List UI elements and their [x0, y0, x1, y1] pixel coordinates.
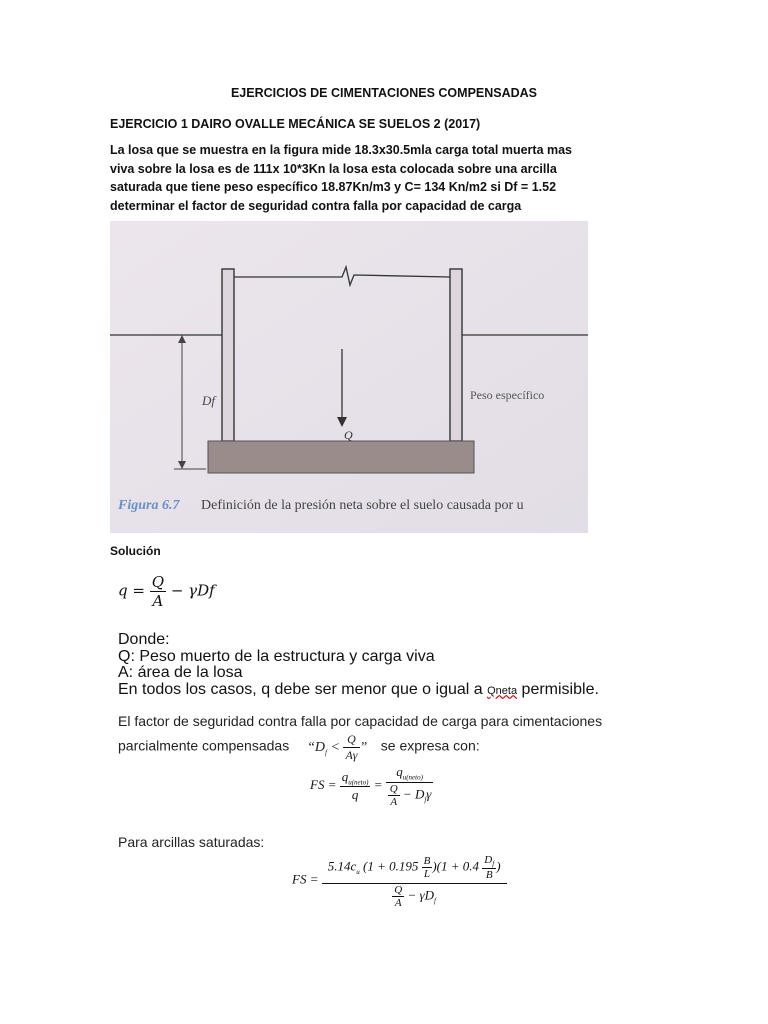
eq1-fraction [150, 573, 166, 610]
definition-condition: En todos los casos, q debe ser menor que o igual a Qneta permisible. [118, 680, 599, 698]
eq1-numerator: Q [151, 573, 165, 591]
condition-formula: “$D_f$ < $\frac{Q}{A\gamma}$ ” [307, 732, 371, 762]
problem-statement: La losa que se muestra en la figura mide 18.3x30.5mla carga total muerta mas viva sobre la losa es de 111x 10*3Kn la losa esta colocada sobre una arcilla saturada que tiene peso específico 18.87Kn/m3 y C= 134 Kn/m2 si Df = 1.52 determinar el factor de seguridad contra falla por capacidad de carga [110, 143, 573, 213]
equation-q [118, 573, 215, 610]
exercise-heading: EJERCICIO 1 DAIRO OVALLE MECÁNICA SE SUELOS 2 (2017) [110, 117, 481, 131]
definitions-block [118, 632, 599, 699]
eq1-rest: − γDf [170, 581, 215, 600]
figure-number: Figura 6.7 [118, 498, 180, 513]
definition-q: Q: Peso muerto de la estructura y carga viva [118, 647, 435, 665]
clay-heading: Para arcillas saturadas: [118, 834, 265, 850]
definition-a: A: área de la losa [118, 664, 243, 681]
peso-especifico-label: Peso específico [470, 388, 545, 402]
solution-label: Solución [110, 544, 161, 558]
eq1-lhs: q = [118, 581, 145, 600]
foundation-diagram [110, 221, 588, 533]
donde-heading: Donde: [118, 631, 170, 648]
factor-text-line2: parcialmente compensadas “$D_f$ < $\frac{Q}{A\gamma}$ ” se expresa con: [118, 732, 480, 762]
factor-text-line1: El factor de seguridad contra falla por capacidad de carga para cimentaciones [118, 713, 603, 729]
figure-caption: Definición de la presión neta sobre el suelo causada por u [201, 498, 524, 513]
q-label: Q [344, 428, 353, 442]
fs-formula-clay: FS = $5.14c_u$ (1 + 0.195 $\frac{B}{L}$ )(1 + 0.4 $\frac{D_f}{B}$ ) $\frac{Q}{A}$ − $\gamma D_f$ [292, 852, 507, 909]
figure-photo [110, 221, 588, 533]
df-label: Df [202, 393, 215, 408]
qneta-term: Qneta [487, 684, 518, 697]
eq1-denominator: A [152, 592, 164, 610]
page-title: EJERCICIOS DE CIMENTACIONES COMPENSADAS [230, 86, 538, 100]
fs-formula-general: FS = $\frac{q_{u(neto)}}{q}$ = $q_{u(neto)}$ $\frac{Q}{A}$ − $D_f\gamma$ [310, 764, 432, 808]
